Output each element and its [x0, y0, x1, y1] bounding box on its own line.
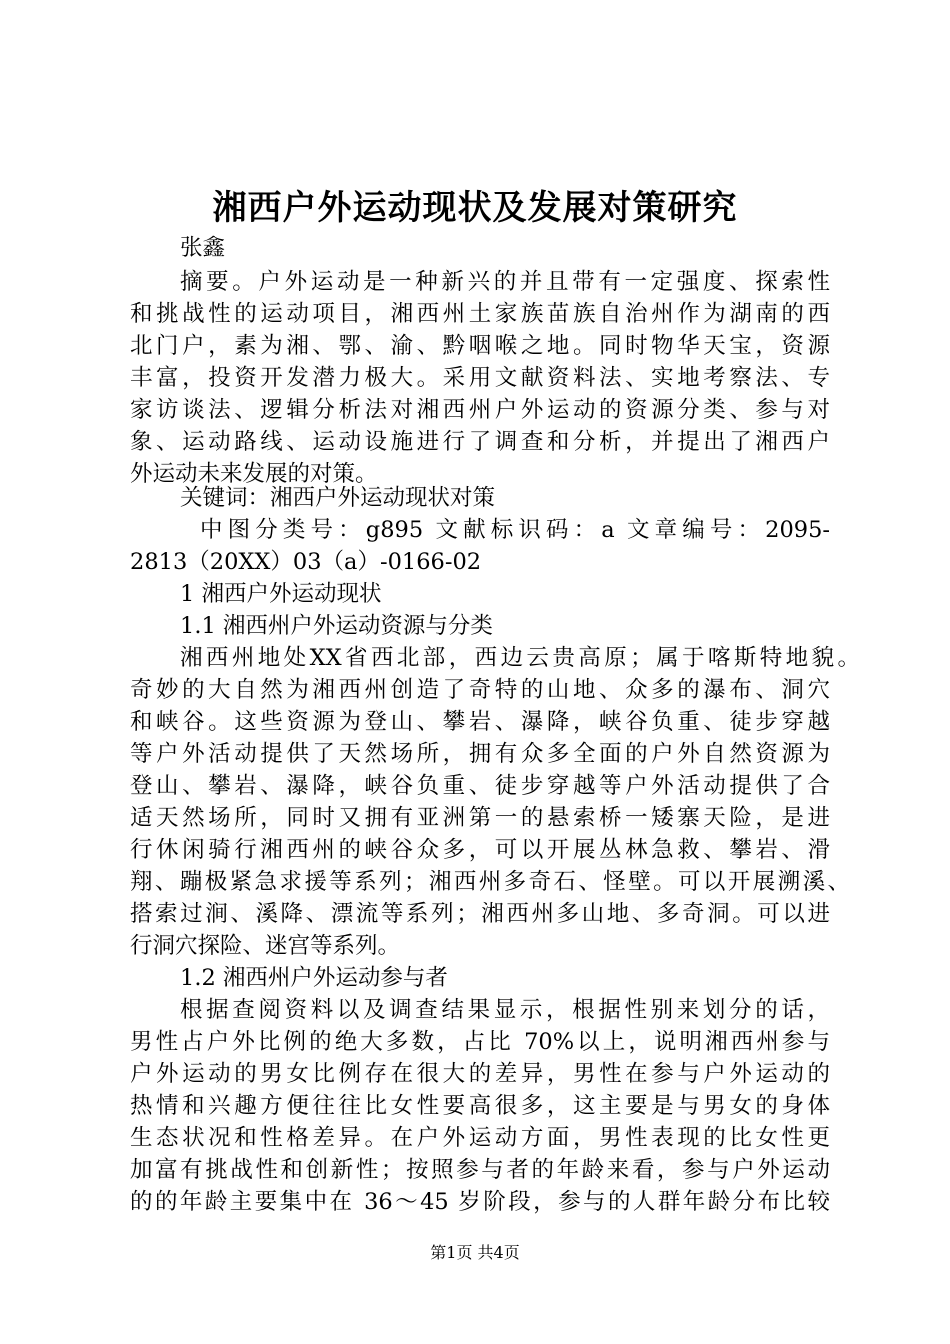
body-line: 等户外活动提供了天然场所，拥有众多全面的户外自然资源为 — [130, 741, 830, 767]
body-line: 加富有挑战性和创新性；按照参与者的年龄来看，参与户外运动 — [130, 1157, 830, 1183]
body-line: 热情和兴趣方便往往比女性要高很多，这主要是与男女的身体 — [130, 1093, 830, 1119]
abstract-line: 家访谈法、逻辑分析法对湘西州户外运动的资源分类、参与对 — [130, 397, 830, 423]
author-name: 张鑫 — [180, 235, 226, 261]
abstract-line: 北门户，素为湘、鄂、渝、黔咽喉之地。同时物华天宝，资源 — [130, 333, 830, 359]
keywords-line: 关键词：湘西户外运动现状对策 — [180, 485, 496, 511]
subsection-heading: 1.1 湘西州户外运动资源与分类 — [180, 613, 493, 639]
body-line: 搭索过涧、溪降、漂流等系列；湘西州多山地、多奇洞。可以进 — [130, 901, 830, 927]
body-line: 登山、攀岩、瀑降，峡谷负重、徒步穿越等户外活动提供了合 — [130, 773, 830, 799]
body-line: 翔、蹦极紧急求援等系列；湘西州多奇石、怪壁。可以开展溯溪、 — [130, 869, 850, 895]
body-line: 男性占户外比例的绝大多数，占比 70%以上，说明湘西州参与 — [130, 1029, 830, 1055]
body-line: 行洞穴探险、迷宫等系列。 — [130, 933, 401, 959]
body-line: 的的年龄主要集中在 36～45 岁阶段，参与的人群年龄分布比较 — [130, 1189, 830, 1215]
document-title: 湘西户外运动现状及发展对策研究 — [212, 188, 738, 228]
classification-line: 中图分类号：g895 文献标识码：a 文章编号：2095- — [200, 517, 830, 543]
abstract-line: 丰富，投资开发潜力极大。采用文献资料法、实地考察法、专 — [130, 365, 830, 391]
body-line: 和峡谷。这些资源为登山、攀岩、瀑降，峡谷负重、徒步穿越 — [130, 709, 830, 735]
body-line: 奇妙的大自然为湘西州创造了奇特的山地、众多的瀑布、洞穴 — [130, 677, 830, 703]
abstract-line: 象、运动路线、运动设施进行了调查和分析，并提出了湘西户 — [130, 429, 830, 455]
classification-line: 2813（20XX）03（a）-0166-02 — [130, 549, 482, 575]
body-line: 户外运动的男女比例存在很大的差异，男性在参与户外运动的 — [130, 1061, 830, 1087]
body-line: 湘西州地处XX省西北部，西边云贵高原；属于喀斯特地貌。 — [180, 645, 860, 671]
abstract-line: 外运动未来发展的对策。 — [130, 461, 378, 487]
body-line: 行休闲骑行湘西州的峡谷众多，可以开展丛林急救、攀岩、滑 — [130, 837, 830, 863]
subsection-heading: 1.2 湘西州户外运动参与者 — [180, 965, 448, 991]
body-line: 根据查阅资料以及调查结果显示，根据性别来划分的话， — [180, 997, 830, 1023]
body-line: 生态状况和性格差异。在户外运动方面，男性表现的比女性更 — [130, 1125, 830, 1151]
body-line: 适天然场所，同时又拥有亚洲第一的悬索桥一矮寨天险，是进 — [130, 805, 830, 831]
page-footer: 第1页 共4页 — [430, 1243, 520, 1262]
abstract-line: 和挑战性的运动项目，湘西州土家族苗族自治州作为湖南的西 — [130, 301, 830, 327]
abstract-line: 摘要。户外运动是一种新兴的并且带有一定强度、探索性 — [180, 269, 830, 295]
section-heading: 1 湘西户外运动现状 — [180, 581, 382, 607]
